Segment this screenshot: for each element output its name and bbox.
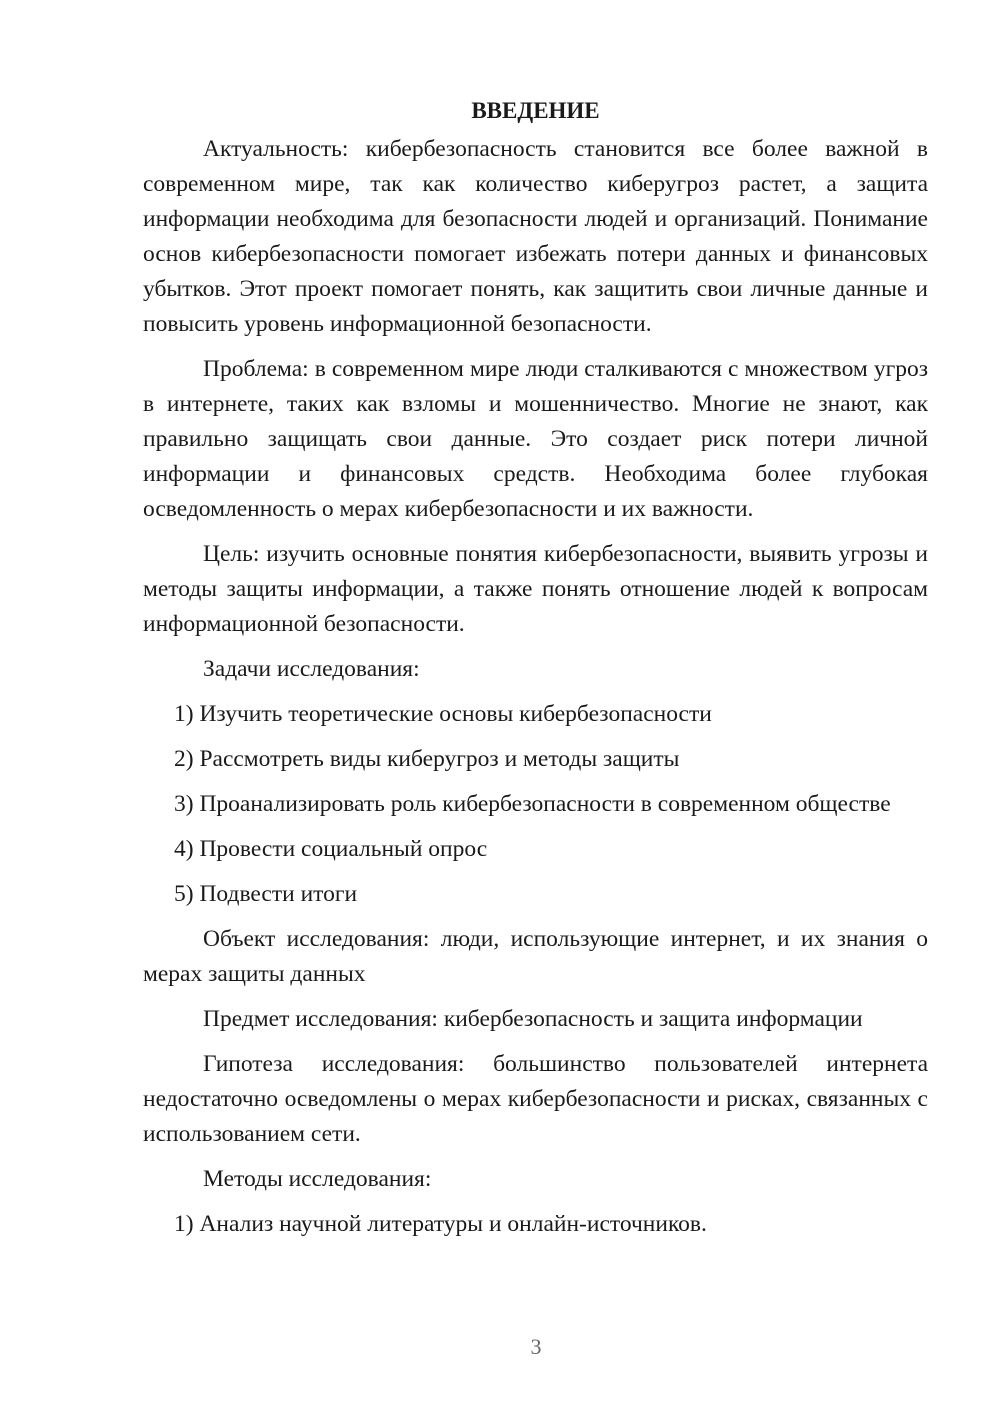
paragraph-subject: Предмет исследования: кибербезопасность и защита информации [203,1006,863,1032]
paragraph-hypothesis: Гипотеза исследования: большинство пользователей интернета недостаточно осведомлены о мерах кибербезопасности и рисках, связанных с использованием сети. [143,1051,928,1147]
list-item: 3) Проанализировать роль кибербезопасности в современном обществе [174,791,891,817]
tasks-list [143,697,928,912]
list-item: 1) Анализ научной литературы и онлайн-источников. [174,1211,707,1237]
paragraph-relevance: Актуальность: кибербезопасность становится все более важной в современном мире, так как количество киберугроз растет, а защита информации необходима для безопасности людей и организаций. Понимание основ кибербезопасности помогает избежать потери данных и финансовых убытков. Этот проект помогает понять, как защитить свои личные данные и повысить уровень информационной безопасности. [143,136,928,337]
list-item: 1) Изучить теоретические основы кибербезопасности [174,701,712,727]
list-item: 5) Подвести итоги [174,881,358,907]
methods-heading: Методы исследования: [203,1166,432,1192]
list-item: 4) Провести социальный опрос [174,836,488,862]
page-number: 3 [530,1334,542,1359]
methods-list [143,1207,928,1242]
paragraph-goal: Цель: изучить основные понятия кибербезопасности, выявить угрозы и методы защиты информации, а также понять отношение людей к вопросам информационной безопасности. [143,541,928,637]
paragraph-problem: Проблема: в современном мире люди сталкиваются с множеством угроз в интернете, таких как взломы и мошенничество. Многие не знают, как правильно защищать свои данные. Это создает риск потери личной информации и финансовых средств. Необходима более глубокая осведомленность о мерах кибербезопасности и их важности. [143,356,928,522]
page-content [143,96,928,1252]
page-title: ВВЕДЕНИЕ [471,98,600,123]
tasks-heading: Задачи исследования: [203,656,420,682]
list-item: 2) Рассмотреть виды киберугроз и методы защиты [174,746,680,772]
paragraph-object: Объект исследования: люди, использующие интернет, и их знания о мерах защиты данных [143,926,928,987]
